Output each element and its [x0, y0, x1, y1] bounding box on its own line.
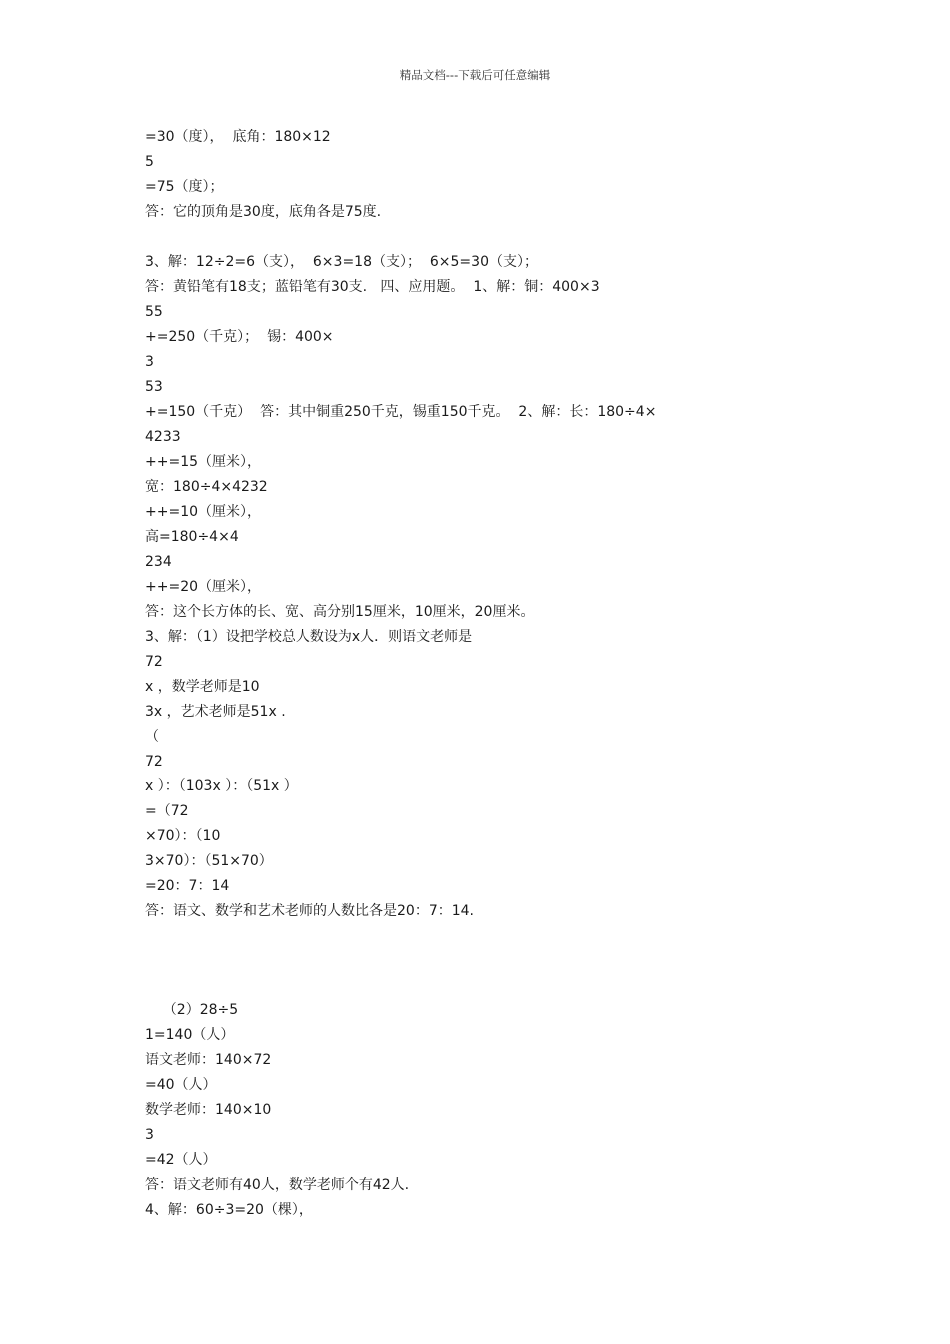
text-line: 答：黄铅笔有18支；蓝铅笔有30支. 四、应用题。 1、解：铜：400×3 [145, 279, 600, 295]
text-line: 4、解：60÷3=20（棵）， [145, 1202, 313, 1218]
text-line: 53 [145, 379, 163, 395]
text-line: 4233 [145, 429, 181, 445]
text-line: ++=10（厘米）， [145, 504, 262, 520]
text-line: 答：这个长方体的长、宽、高分别15厘米，10厘米，20厘米。 [145, 604, 535, 620]
text-line: =75（度）； [145, 179, 224, 195]
text-line: ++=20（厘米）， [145, 579, 262, 595]
text-line: =42（人） [145, 1152, 217, 1168]
text-line: 3、解：（1）设把学校总人数设为x人．则语文老师是 [145, 629, 473, 645]
text-line: 答：语文、数学和艺术老师的人数比各是20：7：14. [145, 903, 474, 919]
text-line: 3×70）：（51×70） [145, 853, 273, 869]
text-line: x ，数学老师是10 [145, 679, 260, 695]
text-line: 55 [145, 304, 163, 320]
text-line: 数学老师：140×10 [145, 1102, 272, 1118]
text-line: 3x ，艺术老师是51x . [145, 704, 286, 720]
text-line: 高=180÷4×4 [145, 529, 239, 545]
text-line: x ）：（103x ）：（51x ） [145, 778, 298, 794]
text-line: 答：它的顶角是30度，底角各是75度. [145, 204, 382, 220]
text-line: 234 [145, 554, 172, 570]
text-line: （ [145, 729, 159, 745]
text-line: 3 [145, 1127, 154, 1143]
text-line: =40（人） [145, 1077, 217, 1093]
text-line: +=250（千克）； 锡：400× [145, 329, 334, 345]
text-line: =20：7：14 [145, 878, 230, 894]
text-line: 3、解：12÷2=6（支）， 6×3=18（支）； 6×5=30（支）； [145, 254, 538, 270]
text-line: +=150（千克） 答：其中铜重250千克，锡重150千克。 2、解：长：180÷4× [145, 404, 657, 420]
text-line: 宽：180÷4×4232 [145, 479, 268, 495]
text-line: 答：语文老师有40人，数学老师个有42人. [145, 1177, 410, 1193]
text-line: 语文老师：140×72 [145, 1052, 272, 1068]
text-line: 1=140（人） [145, 1027, 235, 1043]
text-line: =30（度）， 底角：180×12 [145, 129, 331, 145]
text-line: 72 [145, 754, 163, 770]
text-line: ×70）：（10 [145, 828, 221, 844]
text-line: =（72 [145, 803, 189, 819]
text-line: 72 [145, 654, 163, 670]
text-line: ++=15（厘米）， [145, 454, 262, 470]
text-line: 5 [145, 154, 154, 170]
text-line: （2）28÷5 [145, 1002, 239, 1018]
text-line: 3 [145, 354, 154, 370]
page-header: 精品文档---下载后可任意编辑 [399, 68, 551, 82]
